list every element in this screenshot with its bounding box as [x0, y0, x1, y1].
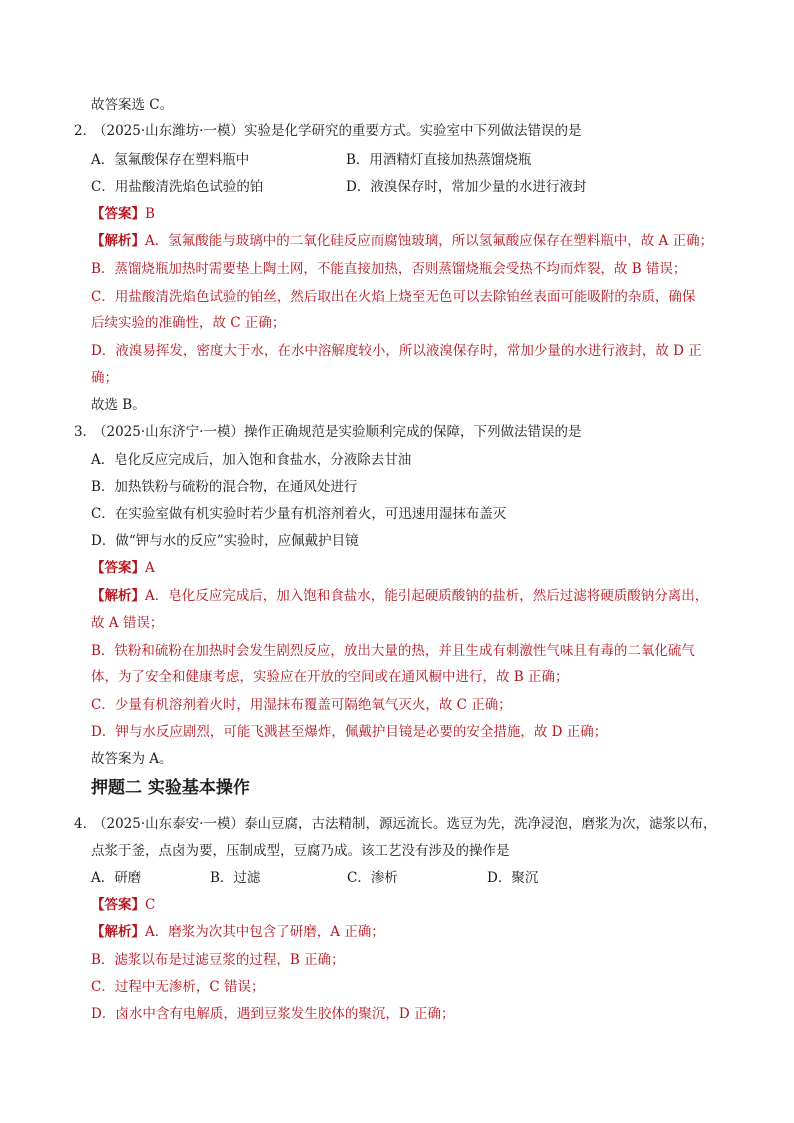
question-3-conclusion: 故答案为 A。 — [91, 751, 173, 767]
question-4-option-a: A．研磨 — [91, 870, 142, 886]
answer-tag: 【答案】 — [91, 206, 145, 222]
question-3-analysis-line-5: C．少量有机溶剂着火时，用湿抹布覆盖可隔绝氧气灭火，故 C 正确； — [91, 697, 512, 713]
analysis-text: A．氢氟酸能与玻璃中的二氧化硅反应而腐蚀玻璃，所以氢氟酸应保存在塑料瓶中，故 A 正确； — [145, 233, 714, 249]
analysis-tag: 【解析】 — [91, 233, 145, 249]
question-2-analysis-line-5: D．液溴易挥发，密度大于水，在水中溶解度较小，所以液溴保存时，常加少量的水进行液封，故 D 正 — [91, 343, 702, 359]
question-3-option-b: B．加热铁粉与硫粉的混合物，在通风处进行 — [91, 479, 358, 495]
question-3-option-d: D．做“钾与水的反应”实验时，应佩戴护目镜 — [91, 533, 359, 549]
question-2-analysis-line-3: C．用盐酸清洗焰色试验的铂丝，然后取出在火焰上烧至无色可以去除铂丝表面可能吸附的杂质，确保 — [91, 289, 696, 305]
question-4-answer-line — [91, 896, 155, 914]
analysis-text: A．磨浆为次其中包含了研磨，A 正确； — [145, 924, 385, 940]
question-4-option-b: B．过滤 — [210, 870, 261, 886]
question-2-answer: B — [145, 206, 155, 222]
answer-tag: 【答案】 — [91, 897, 145, 913]
question-2-option-a: A．氢氟酸保存在塑料瓶中 — [91, 152, 250, 168]
previous-answer-conclusion: 故答案选 C。 — [91, 97, 174, 113]
question-2-option-b: B．用酒精灯直接加热蒸馏烧瓶 — [346, 152, 532, 168]
question-3-number: 3． — [74, 424, 97, 440]
question-4-answer: C — [145, 897, 156, 913]
question-3-stem: （2025·山东济宁·一模）操作正确规范是实验顺利完成的保障，下列做法错误的是 — [93, 424, 582, 440]
question-3-option-a: A．皂化反应完成后，加入饱和食盐水，分液除去甘油 — [91, 452, 412, 468]
question-4-stem-line-2: 点浆于釜，点卤为要，压制成型，豆腐乃成。该工艺没有涉及的操作是 — [91, 843, 510, 859]
question-4-analysis-line-1 — [91, 923, 385, 941]
question-3-answer: A — [145, 560, 155, 576]
question-2-analysis-line-6: 确； — [91, 370, 118, 386]
question-2-answer-line — [91, 205, 155, 223]
question-3-analysis-line-1 — [91, 587, 708, 605]
question-4-stem-line-1: （2025·山东泰安·一模）泰山豆腐，古法精制，源远流长。选豆为先，洗净浸泡，磨浆为次，滤浆以布， — [93, 816, 717, 832]
question-4-analysis-line-2: B．滤浆以布是过滤豆浆的过程，B 正确； — [91, 952, 345, 968]
question-2-option-d: D．液溴保存时，常加少量的水进行液封 — [346, 179, 587, 195]
analysis-tag: 【解析】 — [91, 588, 145, 604]
question-2-number: 2． — [74, 123, 97, 139]
question-2-option-c: C．用盐酸清洗焰色试验的铂 — [91, 179, 264, 195]
question-4-analysis-line-3: C．过程中无渗析，C 错误； — [91, 979, 265, 995]
analysis-tag: 【解析】 — [91, 924, 145, 940]
question-3-option-c: C．在实验室做有机实验时若少量有机溶剂着火，可迅速用湿抹布盖灭 — [91, 506, 507, 522]
question-3-answer-line — [91, 559, 155, 577]
question-2-analysis-line-2: B．蒸馏烧瓶加热时需要垫上陶土网，不能直接加热，否则蒸馏烧瓶会受热不均而炸裂，故 B 错误； — [91, 261, 687, 277]
question-4-analysis-line-4: D．卤水中含有电解质，遇到豆浆发生胶体的聚沉，D 正确； — [91, 1006, 455, 1022]
question-2-stem: （2025·山东潍坊·一模）实验是化学研究的重要方式。实验室中下列做法错误的是 — [93, 123, 582, 139]
question-4-option-c: C．渗析 — [347, 870, 398, 886]
question-2-analysis-line-1 — [91, 232, 713, 250]
question-4-option-d: D．聚沉 — [487, 870, 539, 886]
analysis-text: A．皂化反应完成后，加入饱和食盐水，能引起硬质酸钠的盐析，然后过滤将硬质酸钠分离出， — [145, 588, 709, 604]
section-heading: 押题二 实验基本操作 — [91, 778, 250, 798]
question-3-analysis-line-4: 体，为了安全和健康考虑，实验应在开放的空间或在通风橱中进行，故 B 正确； — [91, 669, 569, 685]
question-2-conclusion: 故选 B。 — [91, 397, 146, 413]
answer-tag: 【答案】 — [91, 560, 145, 576]
question-2-analysis-line-4: 后续实验的准确性，故 C 正确； — [91, 315, 286, 331]
question-3-analysis-line-2: 故 A 错误； — [91, 615, 164, 631]
question-3-analysis-line-3: B．铁粉和硫粉在加热时会发生剧烈反应，放出大量的热，并且生成有刺激性气味且有毒的二氧化硫气 — [91, 643, 695, 659]
question-3-analysis-line-6: D．钾与水反应剧烈，可能飞溅甚至爆炸，佩戴护目镜是必要的安全措施，故 D 正确； — [91, 724, 608, 740]
question-4-number: 4． — [74, 816, 97, 832]
